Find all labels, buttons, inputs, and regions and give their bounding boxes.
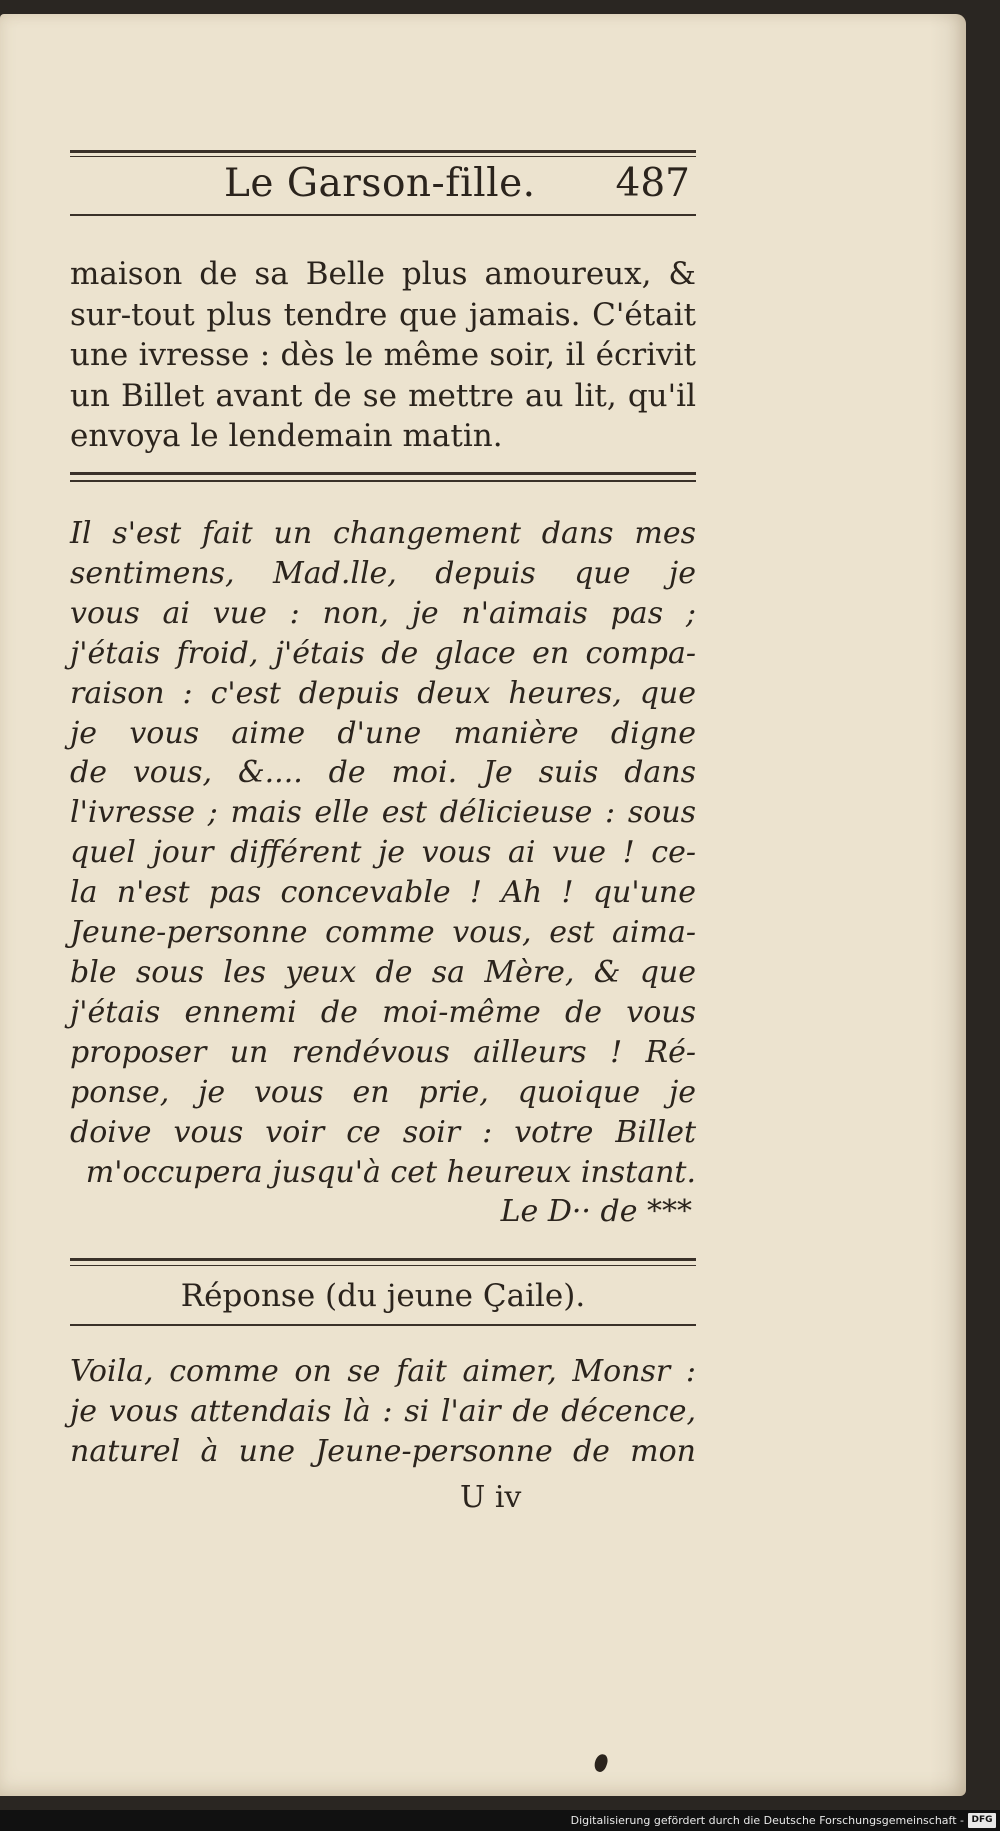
separator-rule-thick (70, 472, 696, 475)
reply-rule-bottom (70, 1324, 696, 1326)
letter-line: sentimens, Mad.lle, depuis que je (70, 555, 696, 591)
letter-separator (70, 472, 696, 486)
separator-rule-thin (70, 480, 696, 482)
dfg-logo: DFG (968, 1813, 996, 1828)
narrative-line: envoya le lendemain matin. (70, 418, 503, 454)
header-row (70, 158, 696, 210)
reply-rule-top (70, 1258, 696, 1261)
letter-line: doive vous voir ce soir : votre Billet (70, 1114, 696, 1150)
reply-header (70, 1258, 696, 1336)
letter-signature: Le D·· de *** (500, 1194, 692, 1230)
letter-line: ponse, je vous en prie, quoique je (70, 1074, 696, 1110)
book-page (0, 14, 966, 1796)
letter-line: m'occupera jusqu'à cet heureux instant. (85, 1154, 696, 1190)
reply-body (70, 1352, 696, 1472)
page-number: 487 (615, 161, 690, 206)
letter-line: ble sous les yeux de sa Mère, & que (70, 954, 696, 990)
letter-line: l'ivresse ; mais elle est délicieuse : sous (70, 795, 696, 831)
page-edge-shadow (930, 14, 966, 1796)
narrative-line: maison de sa Belle plus amoureux, & (70, 256, 696, 292)
reply-title: Réponse (du jeune Çaile). (180, 1278, 586, 1314)
running-header (70, 146, 696, 226)
narrative-line: une ivresse : dès le même soir, il écrivit (70, 337, 696, 373)
letter-line: j'étais ennemi de moi-même de vous (70, 994, 696, 1030)
header-bottom-rule (70, 214, 696, 216)
header-top-rule (70, 150, 696, 153)
letter-line: j'étais froid, j'étais de glace en compa- (70, 635, 696, 671)
letter-line: Il s'est fait un changement dans mes (70, 516, 696, 551)
signature-mark: U iv (460, 1480, 522, 1515)
header-top-rule-thin (70, 156, 696, 157)
letter-line: quel jour différent je vous ai vue ! ce- (70, 835, 696, 871)
letter-line: vous ai vue : non, je n'aimais pas ; (70, 595, 696, 631)
digitization-footer (0, 1810, 1000, 1831)
narrative-paragraph (70, 254, 696, 457)
footer-credit: Digitalisierung gefördert durch die Deutsche Forschungsgemeinschaft - (570, 1814, 964, 1827)
reply-rule-top-thin (70, 1265, 696, 1266)
reply-line: Voila, comme on se fait aimer, Monsr : (70, 1354, 696, 1389)
narrative-line: un Billet avant de se mettre au lit, qu'il (70, 377, 696, 414)
letter-line: je vous aime d'une manière digne (70, 715, 696, 751)
letter-line: de vous, &.... de moi. Je suis dans (70, 755, 696, 791)
reply-line: je vous attendais là : si l'air de décence, (70, 1393, 696, 1429)
ink-blot (592, 1752, 609, 1773)
narrative-line: sur-tout plus tendre que jamais. C'était (70, 296, 696, 333)
letter-line: Jeune-personne comme vous, est aima- (70, 915, 696, 951)
letter-body (70, 514, 696, 1232)
reply-line: naturel à une Jeune-personne de mon (70, 1433, 696, 1469)
letter-line: raison : c'est depuis deux heures, que (70, 675, 696, 711)
letter-line: la n'est pas concevable ! Ah ! qu'une (70, 875, 696, 911)
letter-line: proposer un rendévous ailleurs ! Ré- (70, 1034, 696, 1070)
running-title: Le Garson-fille. (224, 161, 536, 206)
